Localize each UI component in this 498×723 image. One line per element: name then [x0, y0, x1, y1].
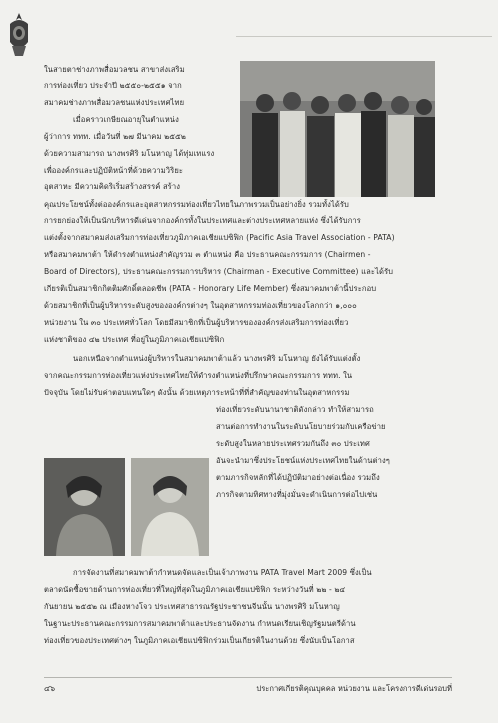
body-line: การยกย่องให้เป็นนักบริหารดีเด่นจากองค์กรทั้งในประเทศและต่างประเทศหลายแห่ง ซึ่งได้รับการ — [44, 216, 361, 225]
body-line: การจัดงานที่สมาคมพาต้ากำหนดจัดและเป็นเจ้าภาพงาน PATA Travel Mart 2009 ซึ่งเป็น — [73, 568, 372, 577]
body-line: ท่องเที่ยวระดับนานาชาติดังกล่าว ทำให้สามารถ — [216, 405, 374, 414]
body-line: ในสายตาช่างภาพสื่อมวลชน สาขาส่งเสริม — [44, 65, 185, 74]
body-line: กันยายน ๒๕๕๒ ณ เมืองหางโจว ประเทศสาธารณรัฐประชาชนจีนนั้น นางพรศิริ มโนหาญ — [44, 602, 340, 611]
body-line: คุณประโยชน์ทั้งต่อองค์กรและอุตสาหกรรมท่องเที่ยวไทยในภาพรวมเป็นอย่างยิ่ง รวมทั้งได้รับ — [44, 200, 349, 209]
body-line: Board of Directors), ประธานคณะกรรมการบริหาร (Chairman - Executive Committee) และได้รับ — [44, 267, 394, 276]
header-band — [236, 12, 492, 37]
body-line: นอกเหนือจากตำแหน่งผู้บริหารในสมาคมพาต้าแล้ว นางพรศิริ มโนหาญ ยังได้รับแต่งตั้ง — [73, 354, 361, 363]
page-number: ๔๖ — [44, 684, 56, 693]
body-line: หน่วยงาน ใน ๓๐ ประเทศทั่วโลก โดยมีสมาชิกที่เป็นผู้บริหารขององค์กรส่งเสริมการท่องเที่ยว — [44, 318, 349, 327]
body-line: เมื่อคราวเกษียณอายุในตำแหน่ง — [73, 115, 179, 124]
body-line: ในฐานะประธานคณะกรรมการสมาคมพาต้าและประธานจัดงาน กำหนดเรียนเชิญรัฐมนตรีด้าน — [44, 619, 356, 628]
body-line: อันจะนำมาซึ่งประโยชน์แห่งประเทศไทยในด้านต่างๆ — [216, 456, 390, 465]
body-line: ระดับสูงในหลายประเทศรวมกันถึง ๓๐ ประเทศ — [216, 439, 370, 448]
portrait-photo — [44, 458, 125, 556]
body-line: ผู้ว่าการ ททท. เมื่อวันที่ ๒๗ มีนาคม ๒๕๕๒ — [44, 132, 187, 141]
body-line: ตลาดนัดซื้อขายด้านการท่องเที่ยวที่ใหญ่ที่สุดในภูมิภาคเอเชียแปซิฟิก ระหว่างวันที่ ๒๒ - ๒๔ — [44, 585, 346, 594]
body-line: การท่องเที่ยว ประจำปี ๒๕๕๐-๒๕๕๑ จาก — [44, 81, 182, 90]
body-line: เกียรติเป็นสมาชิกกิตติมศักดิ์ตลอดชีพ (PATA - Honorary Life Member) ซึ่งสมาคมพาต้านี้ประกอบ — [44, 284, 377, 293]
body-line: ปัจจุบัน โดยไม่รับค่าตอบแทนใดๆ ดังนั้น ด้วยเหตุภาระหน้าที่ที่สำคัญของท่านในอุตสาหกรรม — [44, 388, 350, 397]
body-line: จากคณะกรรมการท่องเที่ยวแห่งประเทศไทยให้ดำรงตำแหน่งที่ปรึกษาคณะกรรมการ ททท. ใน — [44, 371, 353, 380]
body-line: หรือสมาคมพาต้า ให้ดำรงตำแหน่งสำคัญรวม ๓ ตำแหน่ง คือ ประธานคณะกรรมการ (Chairmen - — [44, 250, 371, 259]
body-line: สมาคมช่างภาพสื่อมวลชนแห่งประเทศไทย — [44, 98, 185, 107]
body-line: แต่งตั้งจากสมาคมส่งเสริมการท่องเที่ยวภูมิภาคเอเชียแปซิฟิก (Pacific Asia Travel Association - PATA) — [44, 233, 395, 242]
body-line: ด้วยความสามารถ นางพรศิริ มโนหาญ ได้ทุ่มเทแรง — [44, 149, 215, 158]
body-line: ตามภารกิจหลักที่ได้ปฏิบัติมาอย่างต่อเนื่อง รวมถึง — [216, 473, 380, 482]
emblem-logo — [6, 12, 32, 58]
group-photo — [240, 61, 435, 197]
portrait-photo — [131, 458, 209, 556]
footer-divider — [44, 677, 452, 678]
body-line: ท่องเที่ยวของประเทศต่างๆ ในภูมิภาคเอเชียแปซิฟิกร่วมเป็นเกียรติในงานด้วย ซึ่งนับเป็นโอกาส — [44, 636, 355, 645]
body-line: เพื่อองค์กรและปฏิบัติหน้าที่ด้วยความวิริยะ — [44, 166, 184, 175]
body-line: แห่งชาติของ ๔๒ ประเทศ ที่อยู่ในภูมิภาคเอเชียแปซิฟิก — [44, 335, 225, 344]
body-line: ด้วยสมาชิกที่เป็นผู้บริหารระดับสูงขององค์กรต่างๆ ในอุตสาหกรรมท่องเที่ยวของโลกกว่า ๑,๐๐๐ — [44, 301, 357, 310]
body-line: อุตสาหะ มีความคิดริเริ่มสร้างสรรค์ สร้าง — [44, 182, 181, 191]
body-line: สานต่อการทำงานในระดับนโยบายร่วมกับเครือข่าย — [216, 422, 386, 431]
running-footer: ประกาศเกียรติคุณบุคคล หน่วยงาน และโครงการดีเด่นรอบที่ — [256, 684, 452, 693]
body-line: ภารกิจตามทิศทางที่มุ่งมั่นจะดำเนินการต่อไปเช่น — [216, 490, 378, 499]
